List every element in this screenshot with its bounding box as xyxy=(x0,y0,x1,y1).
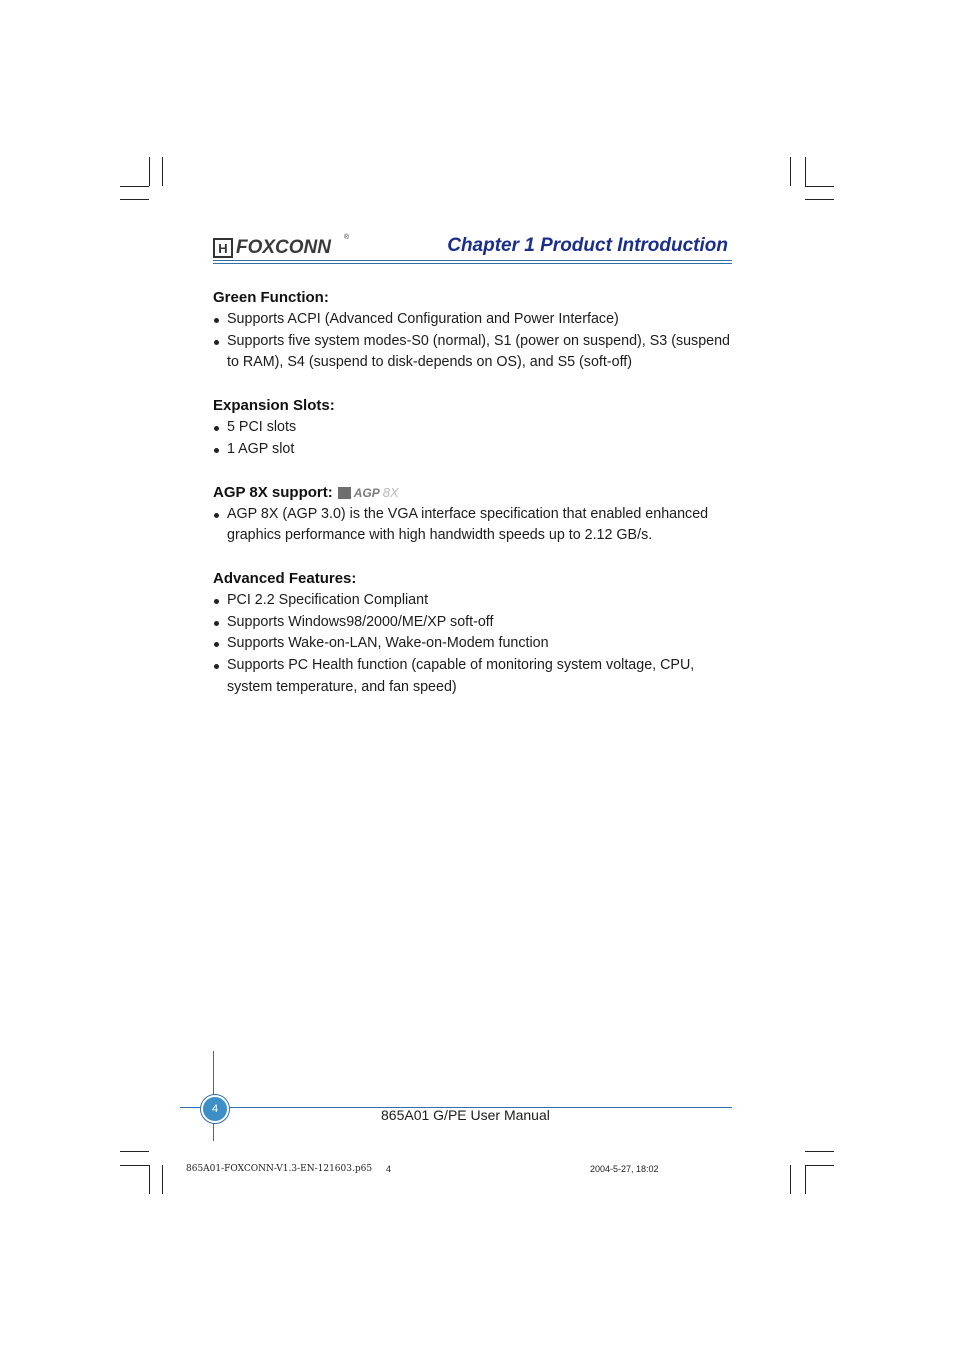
chapter-title: Chapter 1 Product Introduction xyxy=(447,235,728,256)
crop-mark-bottom-right-v1 xyxy=(790,1165,791,1194)
crop-mark-bottom-left-h2 xyxy=(120,1165,149,1166)
crop-mark-top-left-h xyxy=(120,186,149,187)
section-heading: Advanced Features: xyxy=(213,569,357,587)
print-slug-filename: 865A01-FOXCONN-V1.3-EN-121603.p65 xyxy=(186,1164,373,1174)
list-item: Supports five system modes-S0 (normal), S1 (power on suspend), S3 (suspend to RAM), S4 (suspend to disk-depends on OS), and S5 (soft-off) xyxy=(213,331,738,374)
section-heading: Green Function: xyxy=(213,289,329,306)
list-item: Supports ACPI (Advanced Configuration and Power Interface) xyxy=(213,309,738,331)
logo-registered-mark: ® xyxy=(343,234,349,241)
section-heading-row xyxy=(213,482,738,504)
list-item: Supports Wake-on-LAN, Wake-on-Modem function xyxy=(213,633,738,655)
crop-mark-top-right-v1 xyxy=(790,157,791,186)
section-heading: Expansion Slots: xyxy=(213,397,335,415)
header-rule-bottom xyxy=(213,263,732,264)
print-slug-page: 4 xyxy=(386,1164,392,1174)
manual-title: 865A01 G/PE User Manual xyxy=(381,1107,550,1123)
bullet-list xyxy=(213,504,738,547)
section-expansion-slots xyxy=(213,395,738,460)
crop-mark-top-right-v2 xyxy=(805,157,806,186)
crop-mark-top-right-h xyxy=(805,186,834,187)
page-number-badge: 4 xyxy=(201,1095,229,1123)
print-slug-date: 2004-5-27, 18:02 xyxy=(590,1164,659,1174)
foxconn-logo xyxy=(213,234,349,262)
agp-logo-text: AGP xyxy=(353,485,380,500)
section-advanced-features xyxy=(213,568,738,699)
crop-mark-bottom-left-v1 xyxy=(149,1165,150,1194)
header-rule-top xyxy=(213,260,732,261)
list-item: PCI 2.2 Specification Compliant xyxy=(213,590,738,612)
crop-mark-bottom-right-h1 xyxy=(805,1151,834,1152)
crop-mark-bottom-left-h1 xyxy=(120,1151,149,1152)
crop-mark-top-left-v1 xyxy=(149,157,150,186)
crop-mark-top-left-h2 xyxy=(120,199,149,200)
list-item: AGP 8X (AGP 3.0) is the VGA interface specification that enabled enhanced graphics performance with high handwidth speeds up to 2.12 GB/s. xyxy=(213,504,738,547)
agp-logo-8x: 8X xyxy=(382,485,399,501)
bullet-list xyxy=(213,417,738,460)
crop-mark-top-left-v2 xyxy=(162,157,163,186)
list-item: 5 PCI slots xyxy=(213,417,738,439)
bullet-list xyxy=(213,309,738,374)
bullet-list xyxy=(213,590,738,699)
logo-letter: H xyxy=(213,238,233,258)
crop-mark-top-right-h2 xyxy=(805,199,834,200)
section-green-function xyxy=(213,287,738,374)
agp-8x-logo xyxy=(338,485,399,500)
list-item: Supports Windows98/2000/ME/XP soft-off xyxy=(213,612,738,634)
list-item: Supports PC Health function (capable of monitoring system voltage, CPU, system temperature, and fan speed) xyxy=(213,655,738,698)
crop-mark-bottom-right-h2 xyxy=(805,1165,834,1166)
list-item: 1 AGP slot xyxy=(213,439,738,461)
crop-mark-bottom-left-v2 xyxy=(162,1165,163,1194)
agp-chip-icon xyxy=(338,487,351,499)
section-agp-8x-support xyxy=(213,482,738,547)
section-heading: AGP 8X support: xyxy=(213,483,333,501)
page-content xyxy=(213,287,738,719)
crop-mark-bottom-right-v2 xyxy=(805,1165,806,1194)
logo-word: FOXCONN xyxy=(236,237,331,258)
